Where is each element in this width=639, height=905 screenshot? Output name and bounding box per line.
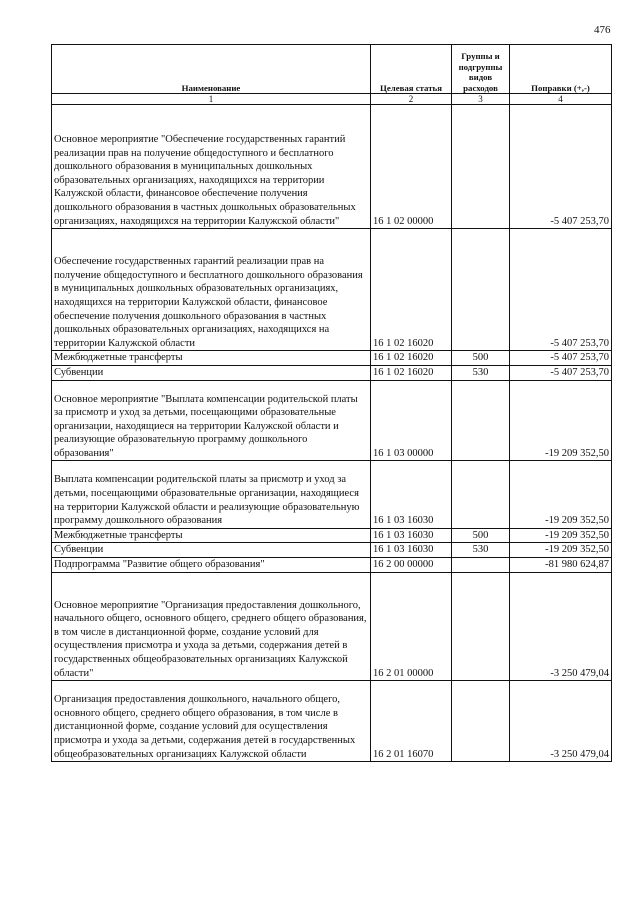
header-groups: Группы и подгруппы видов расходов bbox=[452, 45, 510, 94]
table-row bbox=[52, 528, 612, 543]
header-amendments: Поправки (+,-) bbox=[510, 45, 612, 94]
table-row bbox=[52, 681, 612, 762]
row-amount: -19 209 352,50 bbox=[510, 380, 612, 461]
row-name: Основное мероприятие "Обеспечение государственных гарантий реализации прав на получение общедоступного и бесплатного дошкольного образования в муниципальных дошкольных образовательных организациях, находящихся на территории Калужской области, финансовое обеспечение получения дошкольного образования в частных дошкольных образовательных организациях, находящихся на территории Калужской области" bbox=[52, 105, 371, 229]
row-amount: -5 407 253,70 bbox=[510, 351, 612, 366]
table-body bbox=[52, 105, 612, 762]
page-number: 476 bbox=[594, 24, 611, 36]
column-numbers-row bbox=[52, 94, 612, 105]
column-number: 4 bbox=[510, 94, 612, 105]
row-target-code: 16 2 00 00000 bbox=[371, 558, 452, 573]
row-group bbox=[452, 572, 510, 681]
table-row bbox=[52, 229, 612, 351]
table-row bbox=[52, 365, 612, 380]
table-row bbox=[52, 351, 612, 366]
table-row bbox=[52, 380, 612, 461]
table-row bbox=[52, 558, 612, 573]
column-number: 3 bbox=[452, 94, 510, 105]
row-group: 500 bbox=[452, 351, 510, 366]
row-amount: -81 980 624,87 bbox=[510, 558, 612, 573]
row-amount: -3 250 479,04 bbox=[510, 572, 612, 681]
row-target-code: 16 1 03 16030 bbox=[371, 543, 452, 558]
row-name: Подпрограмма "Развитие общего образования" bbox=[52, 558, 371, 573]
row-group bbox=[452, 681, 510, 762]
row-target-code: 16 1 03 00000 bbox=[371, 380, 452, 461]
row-target-code: 16 1 02 00000 bbox=[371, 105, 452, 229]
row-name: Межбюджетные трансферты bbox=[52, 528, 371, 543]
row-amount: -19 209 352,50 bbox=[510, 461, 612, 528]
header-target: Целевая статья bbox=[371, 45, 452, 94]
row-target-code: 16 1 03 16030 bbox=[371, 528, 452, 543]
row-group: 530 bbox=[452, 543, 510, 558]
row-name: Межбюджетные трансферты bbox=[52, 351, 371, 366]
row-amount: -19 209 352,50 bbox=[510, 543, 612, 558]
row-target-code: 16 1 02 16020 bbox=[371, 351, 452, 366]
row-amount: -19 209 352,50 bbox=[510, 528, 612, 543]
row-name: Выплата компенсации родительской платы за присмотр и уход за детьми, посещающими образовательные организации, находящиеся на территории Калужской области и реализующие образовательную программу дошкольного образования bbox=[52, 461, 371, 528]
row-target-code: 16 1 02 16020 bbox=[371, 229, 452, 351]
row-group bbox=[452, 461, 510, 528]
column-number: 1 bbox=[52, 94, 371, 105]
row-name: Основное мероприятие "Организация предоставления дошкольного, начального общего, основного общего, среднего общего образования, в том числе в дистанционной форме, создание условий для осуществления присмотра и ухода за детьми, содержания детей в государственных общеобразовательных организациях Калужской области" bbox=[52, 572, 371, 681]
row-group: 530 bbox=[452, 365, 510, 380]
row-group bbox=[452, 229, 510, 351]
row-group bbox=[452, 380, 510, 461]
column-number: 2 bbox=[371, 94, 452, 105]
row-name: Субвенции bbox=[52, 365, 371, 380]
row-group bbox=[452, 105, 510, 229]
row-amount: -5 407 253,70 bbox=[510, 105, 612, 229]
table-row bbox=[52, 543, 612, 558]
header-name: Наименование bbox=[52, 45, 371, 94]
table-header bbox=[52, 45, 612, 105]
budget-table bbox=[51, 44, 612, 762]
row-target-code: 16 2 01 16070 bbox=[371, 681, 452, 762]
table-row bbox=[52, 105, 612, 229]
row-amount: -5 407 253,70 bbox=[510, 229, 612, 351]
row-name: Организация предоставления дошкольного, начального общего, основного общего, среднего общего образования, в том числе в дистанционной форме, создание условий для осуществления присмотра и ухода за детьми, содержания детей в государственных общеобразовательных организациях Калужской области bbox=[52, 681, 371, 762]
row-target-code: 16 1 02 16020 bbox=[371, 365, 452, 380]
row-group: 500 bbox=[452, 528, 510, 543]
row-amount: -3 250 479,04 bbox=[510, 681, 612, 762]
row-name: Основное мероприятие "Выплата компенсации родительской платы за присмотр и уход за детьми, посещающими образовательные организации, находящиеся на территории Калужской области и реализующие образовательную программу дошкольного образования" bbox=[52, 380, 371, 461]
table-row bbox=[52, 572, 612, 681]
header-row bbox=[52, 45, 612, 94]
row-amount: -5 407 253,70 bbox=[510, 365, 612, 380]
row-group bbox=[452, 558, 510, 573]
table-row bbox=[52, 461, 612, 528]
row-target-code: 16 1 03 16030 bbox=[371, 461, 452, 528]
row-name: Обеспечение государственных гарантий реализации прав на получение общедоступного и бесплатного дошкольного образования в муниципальных дошкольных образовательных организациях, находящихся на территории Калужской области, финансовое обеспечение получения дошкольного образования в частных дошкольных образовательных организациях, находящихся на территории Калужской области bbox=[52, 229, 371, 351]
row-name: Субвенции bbox=[52, 543, 371, 558]
row-target-code: 16 2 01 00000 bbox=[371, 572, 452, 681]
